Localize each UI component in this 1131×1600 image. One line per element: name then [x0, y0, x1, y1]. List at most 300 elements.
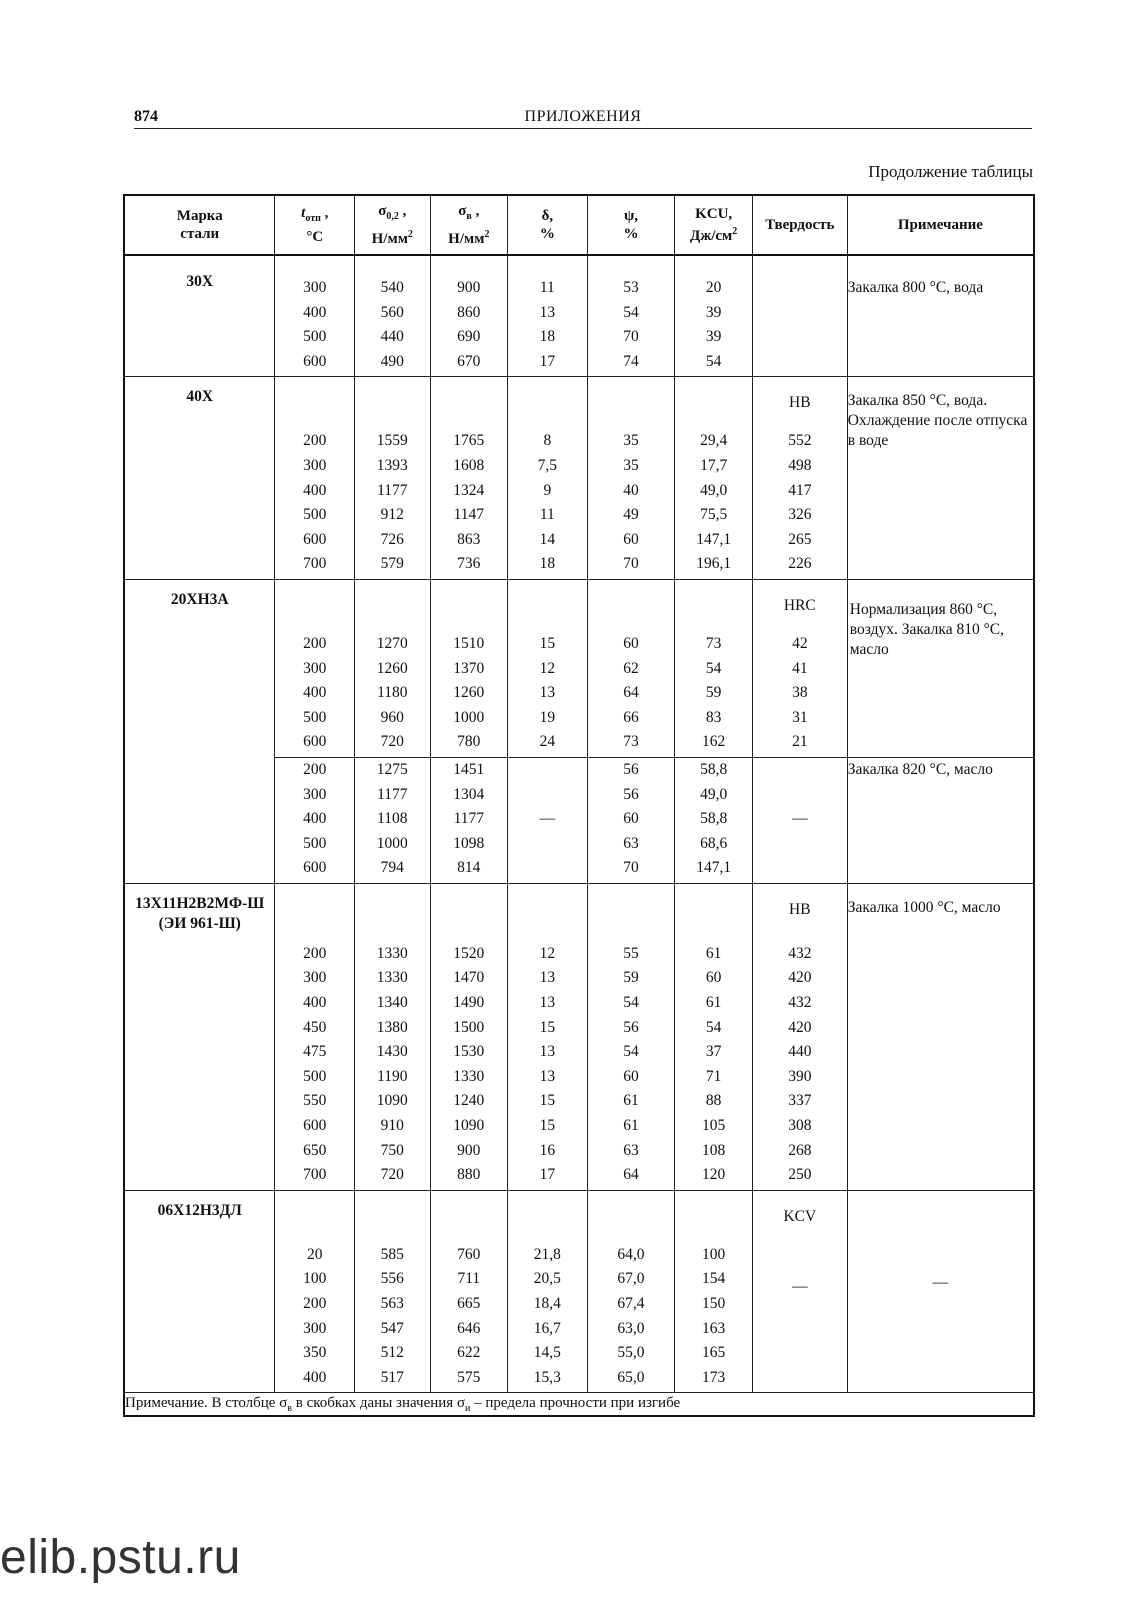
- value: 550: [303, 1092, 327, 1110]
- col-hardness: [752, 883, 847, 1190]
- value: 563: [380, 1295, 404, 1312]
- value: 18: [539, 328, 556, 346]
- value: [753, 350, 847, 375]
- value: 1240: [453, 1092, 485, 1110]
- value: 20,5: [533, 1270, 561, 1288]
- value: 54: [705, 659, 722, 677]
- col-hardness: [752, 255, 847, 377]
- value: 575: [457, 1368, 481, 1386]
- value: 196,1: [696, 555, 732, 573]
- value: 1500: [453, 1018, 485, 1036]
- grade-cell: [124, 377, 275, 580]
- col-kcu: [675, 1190, 753, 1393]
- value: 910: [380, 1117, 404, 1135]
- col-elongation: δ, %: [508, 195, 588, 255]
- value: 400: [303, 481, 327, 499]
- value: 440: [380, 328, 404, 346]
- col-kcu: [675, 377, 753, 580]
- value: 13: [539, 684, 556, 702]
- value: 60: [623, 810, 639, 828]
- col-elong: [508, 883, 588, 1190]
- watermark: elib.pstu.ru: [0, 1531, 241, 1584]
- value: 700: [303, 1166, 327, 1184]
- value: 17: [539, 1166, 556, 1184]
- value: 1608: [453, 456, 485, 474]
- col-reduction: [587, 883, 675, 1190]
- value: 600: [303, 352, 327, 370]
- value: 173: [702, 1368, 726, 1386]
- value: 1330: [376, 944, 408, 962]
- value: 1275: [376, 760, 408, 778]
- value: 1090: [376, 1092, 408, 1110]
- col-tensile: [430, 757, 508, 883]
- steel-properties-table: [123, 194, 1035, 1417]
- value: 41: [792, 659, 808, 677]
- col-hardness: [752, 377, 847, 580]
- value: 814: [457, 859, 481, 877]
- value: 700: [303, 555, 327, 573]
- value: 39: [705, 303, 722, 321]
- value: 65,0: [617, 1368, 645, 1386]
- value: 1190: [377, 1067, 408, 1085]
- grade-cell: [124, 1190, 275, 1393]
- value: 500: [303, 834, 327, 852]
- grade-name: 30X: [186, 273, 214, 290]
- value: 61: [705, 944, 722, 962]
- value: 400: [303, 1368, 327, 1386]
- col-tensile-strength: $\sigma_в$ , $Н/мм^2$: [430, 195, 508, 255]
- col-yield: [355, 1190, 430, 1393]
- value: 29,4: [700, 432, 728, 450]
- value: 500: [303, 506, 327, 524]
- col-reduction: [587, 1190, 675, 1393]
- value: 900: [457, 1141, 481, 1159]
- value: 60: [623, 530, 639, 548]
- value: 1260: [376, 659, 408, 677]
- col-hardness: [752, 757, 847, 883]
- col-kcu: [675, 757, 753, 883]
- value: 35: [623, 456, 639, 474]
- grade-name: 13Х11Н2В2МФ-Ш: [135, 894, 265, 912]
- value: 1177: [377, 785, 408, 803]
- value: 1324: [453, 481, 485, 499]
- grade-group-1: [124, 377, 1034, 580]
- col-hardness: [752, 579, 847, 757]
- col-tensile: [430, 579, 508, 757]
- value: 7,5: [537, 456, 558, 474]
- value: 162: [702, 733, 726, 751]
- value: 73: [623, 733, 639, 751]
- col-yield: [355, 579, 430, 757]
- hardness-scale-label: HRC: [783, 596, 816, 614]
- value: 13: [539, 994, 556, 1012]
- col-temp: [275, 255, 355, 377]
- value: 165: [702, 1344, 726, 1362]
- value: 54: [623, 1043, 639, 1061]
- value: 1180: [377, 684, 408, 702]
- note-text: Закалка 800 °С, вода: [847, 279, 984, 296]
- note-text: Нормализация 860 °С, воздух. Закалка 810 °С, масло: [849, 600, 1004, 658]
- value: 24: [539, 733, 556, 751]
- value: 15: [539, 1018, 556, 1036]
- value: 61: [623, 1092, 639, 1110]
- no-data-dash: —: [539, 810, 556, 828]
- value: 1520: [453, 944, 485, 962]
- value: 163: [702, 1319, 726, 1337]
- value: 326: [788, 506, 812, 524]
- value: 400: [303, 684, 327, 702]
- value: 300: [303, 1319, 327, 1337]
- value: 1530: [453, 1043, 485, 1061]
- value: 498: [788, 456, 812, 474]
- col-yield: [355, 255, 430, 377]
- value: 500: [303, 708, 327, 726]
- value: 56: [623, 785, 639, 803]
- value: 19: [539, 708, 556, 726]
- value: 56: [623, 760, 639, 778]
- col-tensile: [430, 255, 508, 377]
- value: 49: [623, 506, 639, 524]
- value: 337: [788, 1092, 812, 1110]
- value: 63: [623, 1141, 639, 1159]
- value: 13: [539, 303, 556, 321]
- value: 736: [457, 555, 481, 573]
- value: 200: [303, 432, 327, 450]
- value: 42: [792, 634, 808, 652]
- note-cell: [847, 377, 1034, 580]
- value: 63: [623, 834, 639, 852]
- value: 12: [539, 659, 556, 677]
- value: 18: [539, 555, 556, 573]
- value: 1510: [453, 634, 485, 652]
- value: 432: [788, 944, 812, 962]
- value: 200: [303, 1295, 327, 1312]
- grade-group-4: [124, 883, 1034, 1190]
- value: 1177: [377, 481, 408, 499]
- no-note-dash: —: [932, 1273, 949, 1291]
- value: 440: [788, 1043, 812, 1061]
- col-reduction: ψ, %: [587, 195, 675, 255]
- grade-cell: [124, 579, 275, 883]
- value: 60: [623, 634, 639, 652]
- col-temp: [275, 377, 355, 580]
- table-header-row: [124, 195, 1034, 255]
- value: 39: [705, 328, 722, 346]
- value: 1330: [376, 969, 408, 987]
- value: 14,5: [533, 1344, 561, 1362]
- value: 560: [380, 303, 404, 321]
- col-reduction: [587, 757, 675, 883]
- value: 226: [788, 555, 812, 573]
- value: 64,0: [617, 1245, 645, 1263]
- col-elong: [508, 757, 588, 883]
- value: 75,5: [700, 506, 728, 524]
- value: 73: [705, 634, 722, 652]
- value: 74: [623, 352, 639, 370]
- value: 600: [303, 1117, 327, 1135]
- value: 64: [623, 684, 639, 702]
- no-data-dash: —: [792, 1277, 808, 1295]
- grade-cell: [124, 883, 275, 1190]
- value: 547: [380, 1319, 404, 1337]
- col-grade: Марка стали: [124, 195, 275, 255]
- value: 54: [705, 352, 722, 370]
- value: 54: [623, 994, 639, 1012]
- value: 794: [380, 859, 404, 877]
- value: 60: [623, 1067, 639, 1085]
- value: 420: [788, 1018, 812, 1036]
- value: 1000: [376, 834, 408, 852]
- table-footnote: Примечание. В столбце $\sigma_в$ в скобках даны значения $\sigma_и$ – предела прочности при изгибе: [124, 1393, 1034, 1417]
- note-text: Закалка 850 °С, вода. Охлаждение после отпуска в воде: [847, 392, 1028, 450]
- value: 1430: [376, 1043, 408, 1061]
- value: 863: [457, 530, 481, 548]
- note-cell: [847, 255, 1034, 377]
- value: 1177: [453, 810, 485, 828]
- col-kcu: [675, 255, 753, 377]
- value: 540: [380, 279, 404, 296]
- col-temp: [275, 757, 355, 883]
- running-header: [134, 106, 1032, 129]
- value: 147,1: [696, 530, 732, 548]
- grade-name: 06Х12Н3ДЛ: [157, 1201, 242, 1219]
- value: 711: [457, 1270, 481, 1288]
- no-data-dash: —: [792, 810, 808, 828]
- value: 420: [788, 969, 812, 987]
- value: 59: [705, 684, 722, 702]
- value: 585: [380, 1245, 404, 1263]
- value: 1330: [453, 1067, 485, 1085]
- grade-name: 20ХН3А: [170, 590, 229, 608]
- value: 13: [539, 1043, 556, 1061]
- value: 579: [380, 555, 404, 573]
- value: 67,4: [617, 1295, 645, 1312]
- value: 417: [788, 481, 812, 499]
- value: 860: [457, 303, 481, 321]
- value: 390: [788, 1067, 812, 1085]
- col-yield: [355, 377, 430, 580]
- hardness-scale-label: НВ: [789, 394, 811, 412]
- value: 1765: [453, 432, 485, 450]
- value: [753, 325, 847, 350]
- value: 11: [539, 279, 555, 296]
- value: 67,0: [617, 1270, 645, 1288]
- value: 14: [539, 530, 556, 548]
- value: 59: [623, 969, 639, 987]
- value: 1380: [376, 1018, 408, 1036]
- value: 780: [457, 733, 481, 751]
- value: 108: [702, 1141, 726, 1159]
- value: 83: [705, 708, 722, 726]
- value: 646: [457, 1319, 481, 1337]
- grade-group-2: [124, 579, 1034, 757]
- value: 726: [380, 530, 404, 548]
- value: 880: [457, 1166, 481, 1184]
- value: 450: [303, 1018, 327, 1036]
- value: 100: [303, 1270, 327, 1288]
- value: 53: [623, 279, 639, 296]
- value: 15: [539, 634, 556, 652]
- value: 147,1: [696, 859, 732, 877]
- value: 250: [788, 1166, 812, 1184]
- value: 300: [303, 659, 327, 677]
- value: 512: [380, 1344, 404, 1362]
- note-cell: [847, 883, 1034, 1190]
- note-cell: [847, 1190, 1034, 1393]
- value: 912: [380, 506, 404, 524]
- value: 200: [303, 760, 327, 778]
- note-text: Закалка 1000 °С, масло: [847, 898, 1001, 916]
- value: 60: [705, 969, 722, 987]
- value: 475: [303, 1043, 327, 1061]
- value: 400: [303, 810, 327, 828]
- col-tensile: [430, 377, 508, 580]
- value: 88: [705, 1092, 722, 1110]
- table-continuation-label: Продолжение таблицы: [868, 162, 1033, 181]
- value: 12: [539, 944, 556, 962]
- value: 154: [702, 1270, 726, 1288]
- col-temp: [275, 1190, 355, 1393]
- grade-name: 40X: [186, 388, 214, 406]
- value: 690: [457, 328, 481, 346]
- value: 1490: [453, 994, 485, 1012]
- value: 13: [539, 1067, 556, 1085]
- value: 16: [539, 1141, 556, 1159]
- value: 11: [539, 506, 555, 524]
- value: 200: [303, 634, 327, 652]
- value: 1098: [453, 834, 485, 852]
- value: 670: [457, 352, 481, 370]
- value: 49,0: [700, 481, 728, 499]
- value: 1270: [376, 634, 408, 652]
- col-hardness: [752, 1190, 847, 1393]
- col-temp: [275, 883, 355, 1190]
- col-elong: [508, 1190, 588, 1393]
- value: 15: [539, 1117, 556, 1135]
- value: 21: [792, 733, 808, 751]
- value: 49,0: [700, 785, 728, 803]
- value: 9: [543, 481, 552, 499]
- value: 1304: [453, 785, 485, 803]
- value: 66: [623, 708, 639, 726]
- value: 1147: [453, 506, 485, 524]
- value: 38: [792, 684, 808, 702]
- value: 1260: [453, 684, 485, 702]
- value: 64: [623, 1166, 639, 1184]
- value: 1393: [376, 456, 408, 474]
- col-elong: [508, 255, 588, 377]
- value: 40: [623, 481, 639, 499]
- value: 432: [788, 994, 812, 1012]
- value: 100: [702, 1245, 726, 1263]
- value: [753, 301, 847, 326]
- value: 63,0: [617, 1319, 645, 1337]
- footnote-row: [124, 1393, 1034, 1417]
- value: 600: [303, 530, 327, 548]
- value: 1000: [453, 708, 485, 726]
- value: 105: [702, 1117, 726, 1135]
- note-cell: [847, 579, 1034, 757]
- value: 71: [705, 1067, 722, 1085]
- hardness-scale-label: KCV: [783, 1207, 817, 1225]
- value: 13: [539, 969, 556, 987]
- value: 622: [457, 1344, 481, 1362]
- value: 150: [702, 1295, 726, 1312]
- value: 61: [623, 1117, 639, 1135]
- col-temperature: $t_{отп}$ , °C: [275, 195, 355, 255]
- col-yield: [355, 883, 430, 1190]
- col-kcu: [675, 883, 753, 1190]
- note-text: Закалка 820 °С, масло: [847, 760, 993, 778]
- note-cell: [847, 757, 1034, 883]
- value: 58,8: [700, 760, 728, 778]
- value: 17,7: [700, 456, 728, 474]
- col-reduction: [587, 579, 675, 757]
- col-yield: [355, 757, 430, 883]
- col-hardness: Твердость: [752, 195, 847, 255]
- col-tensile: [430, 1190, 508, 1393]
- value: 68,6: [700, 834, 728, 852]
- value: 20: [307, 1245, 323, 1263]
- value: 15,3: [533, 1368, 561, 1386]
- col-yield-strength: $\sigma_{0,2}$ , $Н/мм^2$: [355, 195, 430, 255]
- section-title: ПРИЛОЖЕНИЯ: [524, 108, 642, 125]
- page-number: 874: [134, 108, 158, 125]
- value: 400: [303, 303, 327, 321]
- grade-cell: [124, 255, 275, 377]
- value: 70: [623, 859, 639, 877]
- value: 556: [380, 1270, 404, 1288]
- value: 55,0: [617, 1344, 645, 1362]
- value: 517: [380, 1368, 404, 1386]
- value: 1451: [453, 760, 485, 778]
- grade-group-0: [124, 255, 1034, 377]
- value: 500: [303, 1067, 327, 1085]
- value: 54: [705, 1018, 722, 1036]
- value: 37: [705, 1043, 722, 1061]
- value: 300: [303, 456, 327, 474]
- value: 960: [380, 708, 404, 726]
- value: 61: [705, 994, 722, 1012]
- value: 300: [303, 969, 327, 987]
- value: 720: [380, 1166, 404, 1184]
- value: [753, 276, 847, 301]
- value: 750: [380, 1141, 404, 1159]
- col-tensile: [430, 883, 508, 1190]
- col-reduction: [587, 255, 675, 377]
- value: 62: [623, 659, 639, 677]
- value: 500: [303, 328, 327, 346]
- value: 120: [702, 1166, 726, 1184]
- value: 54: [623, 303, 639, 321]
- value: 55: [623, 944, 639, 962]
- value: 308: [788, 1117, 812, 1135]
- value: 16,7: [533, 1319, 561, 1337]
- col-kcu: KCU, $Дж/см^2$: [675, 195, 753, 255]
- value: 8: [543, 432, 552, 450]
- value: 1090: [453, 1117, 485, 1135]
- value: 650: [303, 1141, 327, 1159]
- value: 18,4: [533, 1295, 561, 1312]
- col-kcu: [675, 579, 753, 757]
- value: 1470: [453, 969, 485, 987]
- col-note: Примечание: [847, 195, 1034, 255]
- value: 400: [303, 994, 327, 1012]
- value: 15: [539, 1092, 556, 1110]
- value: 552: [788, 432, 812, 450]
- value: 665: [457, 1295, 481, 1312]
- value: 900: [457, 279, 481, 296]
